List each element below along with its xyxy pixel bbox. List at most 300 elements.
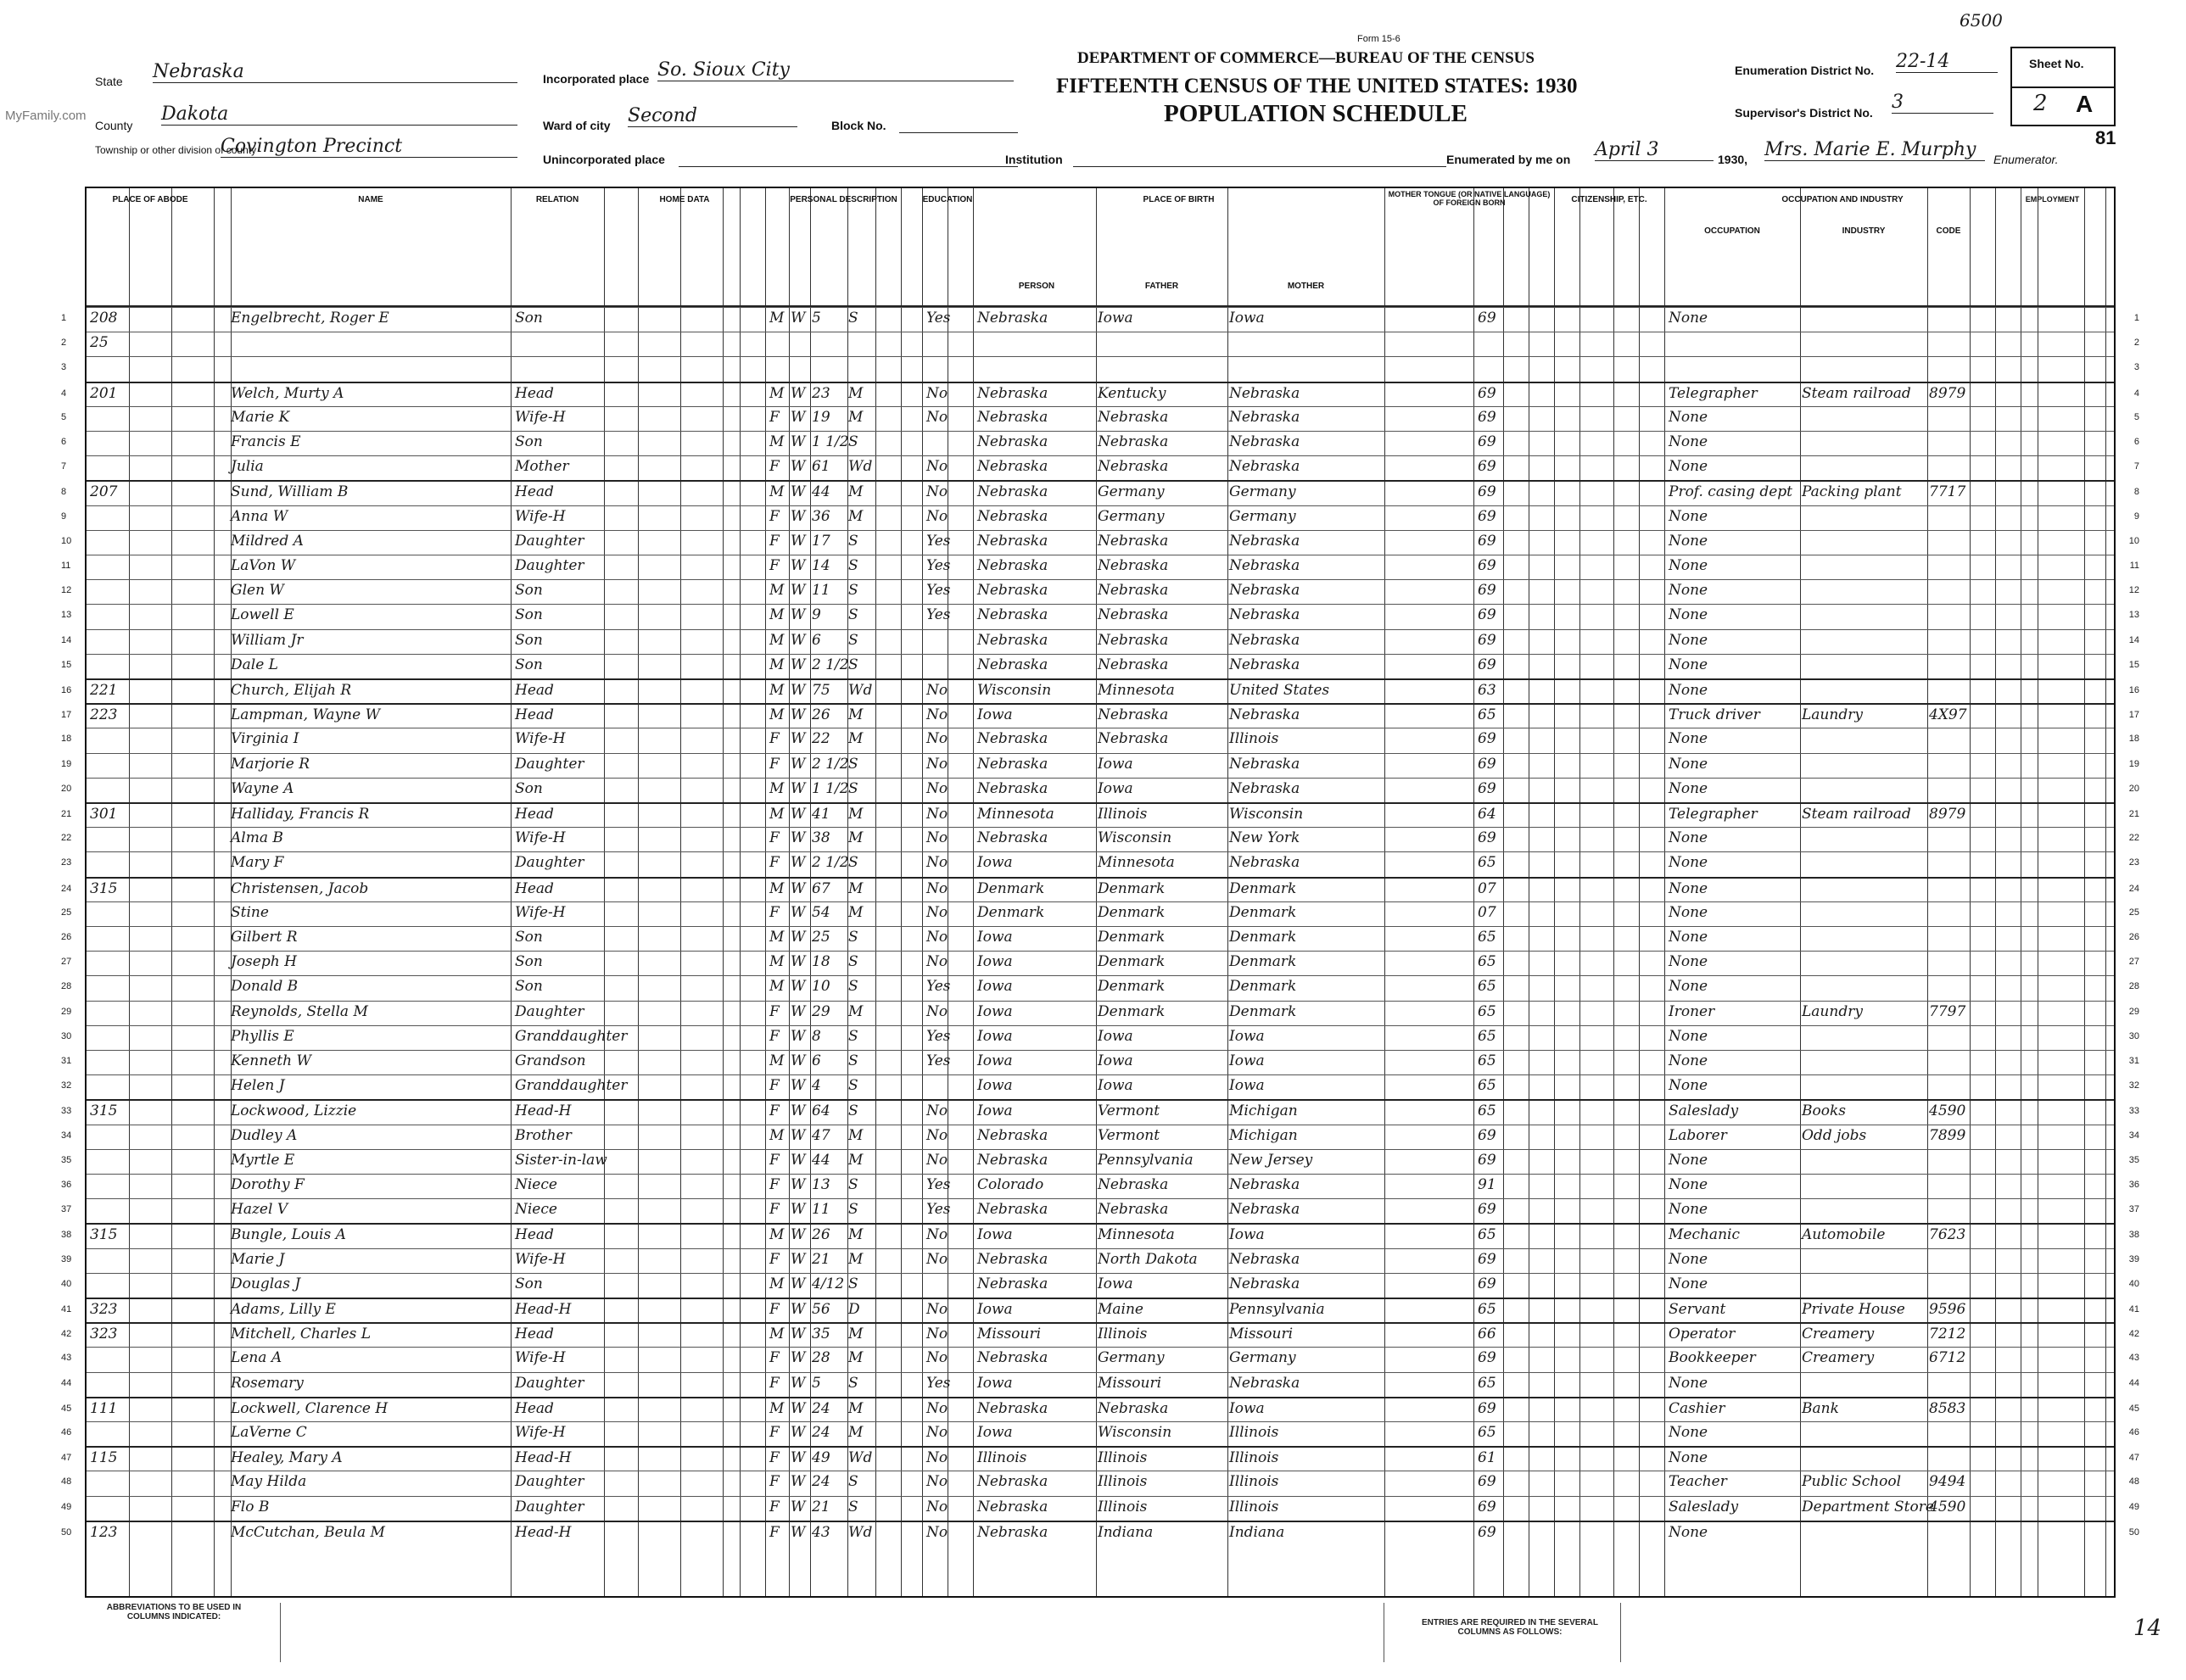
- row-number: 8: [61, 487, 67, 498]
- cell-ms: Wd: [848, 682, 873, 699]
- cell-ocode: 7899: [1929, 1126, 1966, 1144]
- cell-name: Kenneth W: [231, 1052, 311, 1069]
- cell-fob: Nebraska: [1098, 606, 1169, 624]
- cell-age: 2 1/2: [812, 656, 849, 673]
- table-row: [61, 1025, 2139, 1051]
- cell-age: 1 1/2: [812, 433, 849, 450]
- cell-ms: S: [848, 1201, 858, 1219]
- cell-fob: Denmark: [1098, 903, 1166, 921]
- cell-mob: Nebraska: [1229, 706, 1300, 724]
- sup-district-value: 3: [1892, 92, 1993, 114]
- cell-code: 69: [1478, 1250, 1496, 1268]
- cell-dwell: 123: [90, 1523, 118, 1541]
- cell-race: W: [791, 1275, 806, 1292]
- row-number: 7: [61, 461, 67, 472]
- cell-race: W: [791, 1052, 806, 1069]
- sheet-letter: A: [2076, 91, 2094, 117]
- table-row: [61, 654, 2139, 679]
- cell-mob: Nebraska: [1229, 408, 1300, 426]
- cell-pob: Iowa: [977, 1002, 1013, 1020]
- cell-sex: M: [769, 483, 785, 501]
- cell-pob: Nebraska: [977, 656, 1048, 673]
- row-number: 19: [2128, 758, 2139, 769]
- row-number: 17: [2128, 710, 2139, 721]
- table-row: [61, 1397, 2139, 1423]
- cell-race: W: [791, 458, 806, 476]
- cell-code: 69: [1478, 1275, 1496, 1292]
- block-value-line: [899, 127, 1018, 133]
- cell-code: 69: [1478, 656, 1496, 673]
- cell-mob: Nebraska: [1229, 532, 1300, 550]
- table-row: [61, 307, 2139, 332]
- cell-ind: Packing plant: [1802, 483, 1902, 501]
- cell-ocode: 4590: [1929, 1102, 1966, 1120]
- cell-sex: F: [769, 1424, 780, 1441]
- cell-mob: Nebraska: [1229, 1374, 1300, 1392]
- cell-pob: Minnesota: [977, 806, 1054, 823]
- cell-occ: None: [1669, 1449, 1708, 1467]
- cell-dwell: 323: [90, 1326, 118, 1343]
- cell-occ: Servant: [1669, 1301, 1726, 1318]
- hdr-home-data: HOME DATA: [659, 195, 710, 204]
- cell-school: No: [926, 483, 948, 501]
- cell-mob: Illinois: [1229, 1498, 1279, 1515]
- row-number: 15: [2128, 659, 2139, 670]
- row-number: 45: [2128, 1403, 2139, 1414]
- cell-fob: Nebraska: [1098, 1201, 1169, 1219]
- table-row: [61, 1198, 2139, 1224]
- abbrev-title: ABBREVIATIONS TO BE USED IN COLUMNS INDICATED:: [106, 1603, 242, 1621]
- row-number: 35: [61, 1154, 72, 1165]
- row-number: 1: [2133, 313, 2139, 323]
- cell-name: Halliday, Francis R: [231, 806, 370, 823]
- cell-mob: Nebraska: [1229, 1250, 1300, 1268]
- table-row: [61, 1446, 2139, 1472]
- cell-race: W: [791, 755, 806, 773]
- cell-ind: Department Store: [1802, 1498, 1934, 1515]
- row-number: 42: [61, 1329, 72, 1340]
- cell-occ: Telegrapher: [1669, 384, 1758, 402]
- cell-age: 26: [812, 706, 830, 724]
- cell-ms: M: [848, 903, 864, 921]
- cell-name: William Jr: [231, 631, 304, 649]
- cell-age: 2 1/2: [812, 755, 849, 773]
- cell-school: No: [926, 829, 948, 847]
- row-number: 45: [61, 1403, 72, 1414]
- cell-ind: Creamery: [1802, 1349, 1875, 1367]
- cell-race: W: [791, 779, 806, 797]
- cell-fob: Missouri: [1098, 1374, 1162, 1392]
- cell-name: Rosemary: [231, 1374, 304, 1392]
- cell-occ: Telegrapher: [1669, 806, 1758, 823]
- table-row: [61, 480, 2139, 506]
- cell-mob: Iowa: [1229, 1226, 1265, 1244]
- cell-pob: Iowa: [977, 706, 1013, 724]
- row-number: 21: [2128, 809, 2139, 819]
- cell-race: W: [791, 1473, 806, 1491]
- cell-mob: Nebraska: [1229, 557, 1300, 574]
- corner-note: 14: [2133, 1616, 2162, 1641]
- cell-school: Yes: [926, 1374, 951, 1392]
- cell-code: 65: [1478, 1424, 1496, 1441]
- cell-code: 69: [1478, 408, 1496, 426]
- cell-rel: Brother: [515, 1126, 572, 1144]
- cell-age: 19: [812, 408, 830, 426]
- cell-name: Hazel V: [231, 1201, 288, 1219]
- cell-sex: M: [769, 384, 785, 402]
- cell-pob: Nebraska: [977, 433, 1048, 450]
- cell-age: 54: [812, 903, 830, 921]
- cell-occ: Ironer: [1669, 1002, 1715, 1020]
- block-label: Block No.: [831, 119, 886, 132]
- cell-sex: M: [769, 953, 785, 971]
- cell-fob: Kentucky: [1098, 384, 1166, 402]
- cell-pob: Nebraska: [977, 829, 1048, 847]
- table-row: [61, 1298, 2139, 1324]
- cell-name: Mary F: [231, 854, 284, 872]
- table-row: [61, 356, 2139, 382]
- cell-age: 6: [812, 631, 821, 649]
- table-row: [61, 1322, 2139, 1348]
- cell-pob: Nebraska: [977, 1250, 1048, 1268]
- cell-ind: Steam railroad: [1802, 384, 1911, 402]
- cell-code: 69: [1478, 1473, 1496, 1491]
- cell-ms: Wd: [848, 1523, 873, 1541]
- cell-age: 23: [812, 384, 830, 402]
- hdr-occupation: OCCUPATION AND INDUSTRY: [1781, 195, 1904, 204]
- cell-ms: S: [848, 929, 858, 946]
- cell-age: 11: [812, 582, 830, 600]
- row-number: 30: [2128, 1030, 2139, 1041]
- cell-name: Christensen, Jacob: [231, 879, 369, 897]
- cell-sex: M: [769, 682, 785, 699]
- table-row: [61, 1125, 2139, 1150]
- enumerator-name: Mrs. Marie E. Murphy: [1764, 139, 1985, 161]
- row-number: 31: [2128, 1056, 2139, 1066]
- row-number: 50: [2128, 1527, 2139, 1538]
- cell-pob: Iowa: [977, 1424, 1013, 1441]
- cell-age: 25: [812, 929, 830, 946]
- cell-name: Wayne A: [231, 779, 294, 797]
- cell-age: 36: [812, 507, 830, 525]
- row-number: 40: [61, 1278, 72, 1289]
- cell-race: W: [791, 1151, 806, 1169]
- cell-fob: Minnesota: [1098, 854, 1175, 872]
- cell-occ: None: [1669, 1176, 1708, 1193]
- row-number: 2: [2133, 338, 2139, 349]
- row-number: 42: [2128, 1329, 2139, 1340]
- cell-age: 21: [812, 1250, 830, 1268]
- cell-race: W: [791, 706, 806, 724]
- row-number: 12: [2128, 585, 2139, 596]
- cell-occ: Mechanic: [1669, 1226, 1740, 1244]
- cell-sex: F: [769, 1523, 780, 1541]
- row-number: 38: [61, 1230, 72, 1241]
- cell-fob: North Dakota: [1098, 1250, 1198, 1268]
- row-number: 48: [2128, 1476, 2139, 1487]
- cell-sex: M: [769, 606, 785, 624]
- cell-school: No: [926, 706, 948, 724]
- cell-fob: Illinois: [1098, 806, 1148, 823]
- table-row: [61, 1050, 2139, 1075]
- cell-mob: Nebraska: [1229, 606, 1300, 624]
- cell-name: Flo B: [231, 1498, 270, 1515]
- cell-code: 69: [1478, 582, 1496, 600]
- cell-mob: Germany: [1229, 507, 1296, 525]
- cell-school: No: [926, 1399, 948, 1417]
- cell-pob: Nebraska: [977, 483, 1048, 501]
- hdr-personal: PERSONAL DESCRIPTION: [790, 195, 897, 204]
- cell-age: 43: [812, 1523, 830, 1541]
- cell-code: 61: [1478, 1449, 1496, 1467]
- cell-fob: Indiana: [1098, 1523, 1154, 1541]
- state-label: State: [95, 75, 123, 88]
- cell-sex: M: [769, 631, 785, 649]
- cell-occ: None: [1669, 532, 1708, 550]
- cell-code: 65: [1478, 1002, 1496, 1020]
- cell-code: 69: [1478, 730, 1496, 748]
- row-number: 43: [2128, 1353, 2139, 1364]
- cell-dwell: 115: [90, 1449, 118, 1467]
- cell-rel: Daughter: [515, 854, 584, 872]
- table-row: [61, 1273, 2139, 1298]
- cell-sex: M: [769, 1226, 785, 1244]
- cell-rel: Granddaughter: [515, 1027, 628, 1045]
- cell-school: No: [926, 1301, 948, 1318]
- form-number: Form 15-6: [1357, 34, 1400, 44]
- cell-occ: None: [1669, 310, 1708, 327]
- cell-name: Lampman, Wayne W: [231, 706, 381, 724]
- cell-ms: M: [848, 483, 864, 501]
- cell-pob: Nebraska: [977, 1126, 1048, 1144]
- cell-rel: Head: [515, 706, 554, 724]
- cell-occ: None: [1669, 1151, 1708, 1169]
- cell-rel: Daughter: [515, 755, 584, 773]
- table-row: [61, 778, 2139, 803]
- cell-race: W: [791, 953, 806, 971]
- cell-occ: Operator: [1669, 1326, 1736, 1343]
- cell-occ: None: [1669, 779, 1708, 797]
- schedule-title: POPULATION SCHEDULE: [1164, 100, 1468, 127]
- cell-sex: M: [769, 978, 785, 996]
- cell-school: No: [926, 507, 948, 525]
- cell-ms: M: [848, 1349, 864, 1367]
- cell-ms: S: [848, 978, 858, 996]
- unincorporated-label: Unincorporated place: [543, 153, 665, 166]
- cell-ms: S: [848, 1498, 858, 1515]
- table-row: [61, 851, 2139, 877]
- cell-ms: M: [848, 408, 864, 426]
- cell-mob: Denmark: [1229, 929, 1297, 946]
- table-row: [61, 332, 2139, 357]
- cell-ms: S: [848, 433, 858, 450]
- cell-dwell: 25: [90, 334, 109, 352]
- cell-occ: None: [1669, 730, 1708, 748]
- cell-fob: Denmark: [1098, 978, 1166, 996]
- cell-name: Anna W: [231, 507, 288, 525]
- cell-code: 69: [1478, 507, 1496, 525]
- cell-ms: D: [848, 1301, 860, 1318]
- cell-race: W: [791, 1498, 806, 1515]
- row-number: 18: [2128, 734, 2139, 745]
- sheet-label: Sheet No.: [2029, 57, 2084, 70]
- cell-mob: Nebraska: [1229, 779, 1300, 797]
- cell-code: 69: [1478, 310, 1496, 327]
- cell-school: No: [926, 929, 948, 946]
- cell-pob: Iowa: [977, 854, 1013, 872]
- table-row: [61, 877, 2139, 903]
- row-number: 46: [2128, 1427, 2139, 1437]
- cell-age: 8: [812, 1027, 821, 1045]
- cell-age: 26: [812, 1226, 830, 1244]
- cell-rel: Head: [515, 682, 554, 699]
- cell-fob: Nebraska: [1098, 557, 1169, 574]
- cell-rel: Wife-H: [515, 507, 566, 525]
- row-number: 6: [2133, 437, 2139, 447]
- row-number: 19: [61, 758, 72, 769]
- cell-race: W: [791, 606, 806, 624]
- table-row: [61, 1372, 2139, 1398]
- cell-age: 5: [812, 1374, 821, 1392]
- cell-school: No: [926, 682, 948, 699]
- cell-race: W: [791, 829, 806, 847]
- cell-sex: F: [769, 829, 780, 847]
- cell-pob: Illinois: [977, 1449, 1027, 1467]
- cell-code: 69: [1478, 1201, 1496, 1219]
- cell-name: Lena A: [231, 1349, 282, 1367]
- row-number: 23: [2128, 857, 2139, 868]
- cell-code: 91: [1478, 1176, 1496, 1193]
- cell-pob: Nebraska: [977, 582, 1048, 600]
- row-number: 46: [61, 1427, 72, 1437]
- cell-name: Stine: [231, 903, 269, 921]
- table-row: [61, 455, 2139, 481]
- cell-occ: None: [1669, 829, 1708, 847]
- cell-ocode: 8979: [1929, 384, 1966, 402]
- cell-rel: Head: [515, 384, 554, 402]
- cell-age: 21: [812, 1498, 830, 1515]
- table-row: [61, 1074, 2139, 1100]
- cell-pob: Iowa: [977, 1374, 1013, 1392]
- top-note: 6500: [1960, 10, 2003, 31]
- cell-pob: Denmark: [977, 879, 1045, 897]
- cell-mob: Wisconsin: [1229, 806, 1304, 823]
- cell-school: No: [926, 903, 948, 921]
- cell-sex: F: [769, 1102, 780, 1120]
- cell-sex: F: [769, 1301, 780, 1318]
- cell-rel: Sister-in-law: [515, 1151, 607, 1169]
- cell-sex: M: [769, 1126, 785, 1144]
- cell-age: 41: [812, 806, 830, 823]
- cell-fob: Iowa: [1098, 1275, 1133, 1292]
- cell-race: W: [791, 854, 806, 872]
- row-number: 10: [2128, 535, 2139, 546]
- cell-occ: None: [1669, 1077, 1708, 1095]
- cell-school: No: [926, 755, 948, 773]
- cell-race: W: [791, 1176, 806, 1193]
- cell-ms: S: [848, 1473, 858, 1491]
- census-title: FIFTEENTH CENSUS OF THE UNITED STATES: 1930: [1056, 75, 1578, 98]
- cell-school: No: [926, 1424, 948, 1441]
- cell-dwell: 201: [90, 384, 118, 402]
- cell-occ: None: [1669, 606, 1708, 624]
- cell-code: 69: [1478, 1126, 1496, 1144]
- cell-rel: Head: [515, 1399, 554, 1417]
- cell-mob: Michigan: [1229, 1102, 1298, 1120]
- cell-name: LaVerne C: [231, 1424, 307, 1441]
- cell-mob: Illinois: [1229, 1449, 1279, 1467]
- cell-age: 47: [812, 1126, 830, 1144]
- row-number: 12: [61, 585, 72, 596]
- cell-pob: Iowa: [977, 1077, 1013, 1095]
- cell-school: Yes: [926, 1027, 951, 1045]
- cell-rel: Mother: [515, 458, 569, 476]
- cell-code: 65: [1478, 1027, 1496, 1045]
- cell-sex: M: [769, 706, 785, 724]
- cell-occ: None: [1669, 1250, 1708, 1268]
- row-number: 31: [61, 1056, 72, 1066]
- cell-pob: Nebraska: [977, 1349, 1048, 1367]
- cell-rel: Daughter: [515, 557, 584, 574]
- cell-fob: Germany: [1098, 483, 1165, 501]
- cell-mob: Nebraska: [1229, 1275, 1300, 1292]
- row-number: 39: [2128, 1253, 2139, 1264]
- cell-code: 69: [1478, 631, 1496, 649]
- cell-fob: Illinois: [1098, 1326, 1148, 1343]
- cell-occ: None: [1669, 582, 1708, 600]
- cell-mob: Denmark: [1229, 1002, 1297, 1020]
- enumerator-label: Enumerator.: [1993, 153, 2059, 166]
- hdr-industry-sub: INDUSTRY: [1842, 226, 1886, 236]
- cell-fob: Nebraska: [1098, 631, 1169, 649]
- cell-mob: Nebraska: [1229, 755, 1300, 773]
- cell-race: W: [791, 1250, 806, 1268]
- cell-fob: Maine: [1098, 1301, 1143, 1318]
- cell-occ: None: [1669, 682, 1708, 699]
- cell-pob: Iowa: [977, 1052, 1013, 1069]
- cell-mob: Illinois: [1229, 1424, 1279, 1441]
- cell-race: W: [791, 730, 806, 748]
- cell-ocode: 7717: [1929, 483, 1966, 501]
- cell-ms: S: [848, 606, 858, 624]
- hdr-name: NAME: [358, 195, 383, 204]
- cell-school: Yes: [926, 1052, 951, 1069]
- cell-mob: Illinois: [1229, 1473, 1279, 1491]
- cell-ms: Wd: [848, 458, 873, 476]
- cell-occ: None: [1669, 953, 1708, 971]
- cell-race: W: [791, 1201, 806, 1219]
- row-number: 40: [2128, 1278, 2139, 1289]
- cell-occ: None: [1669, 929, 1708, 946]
- cell-code: 69: [1478, 829, 1496, 847]
- cell-race: W: [791, 384, 806, 402]
- cell-sex: F: [769, 557, 780, 574]
- cell-rel: Son: [515, 929, 543, 946]
- cell-race: W: [791, 408, 806, 426]
- cell-ms: M: [848, 1424, 864, 1441]
- row-number: 34: [2128, 1130, 2139, 1141]
- cell-school: No: [926, 879, 948, 897]
- state-value: Nebraska: [153, 61, 517, 83]
- cell-ms: S: [848, 779, 858, 797]
- cell-occ: None: [1669, 408, 1708, 426]
- cell-ms: S: [848, 1027, 858, 1045]
- table-row: [61, 753, 2139, 779]
- watermark: MyFamily.com: [5, 109, 87, 123]
- cell-occ: Truck driver: [1669, 706, 1760, 724]
- ward-label: Ward of city: [543, 119, 611, 132]
- cell-code: 69: [1478, 532, 1496, 550]
